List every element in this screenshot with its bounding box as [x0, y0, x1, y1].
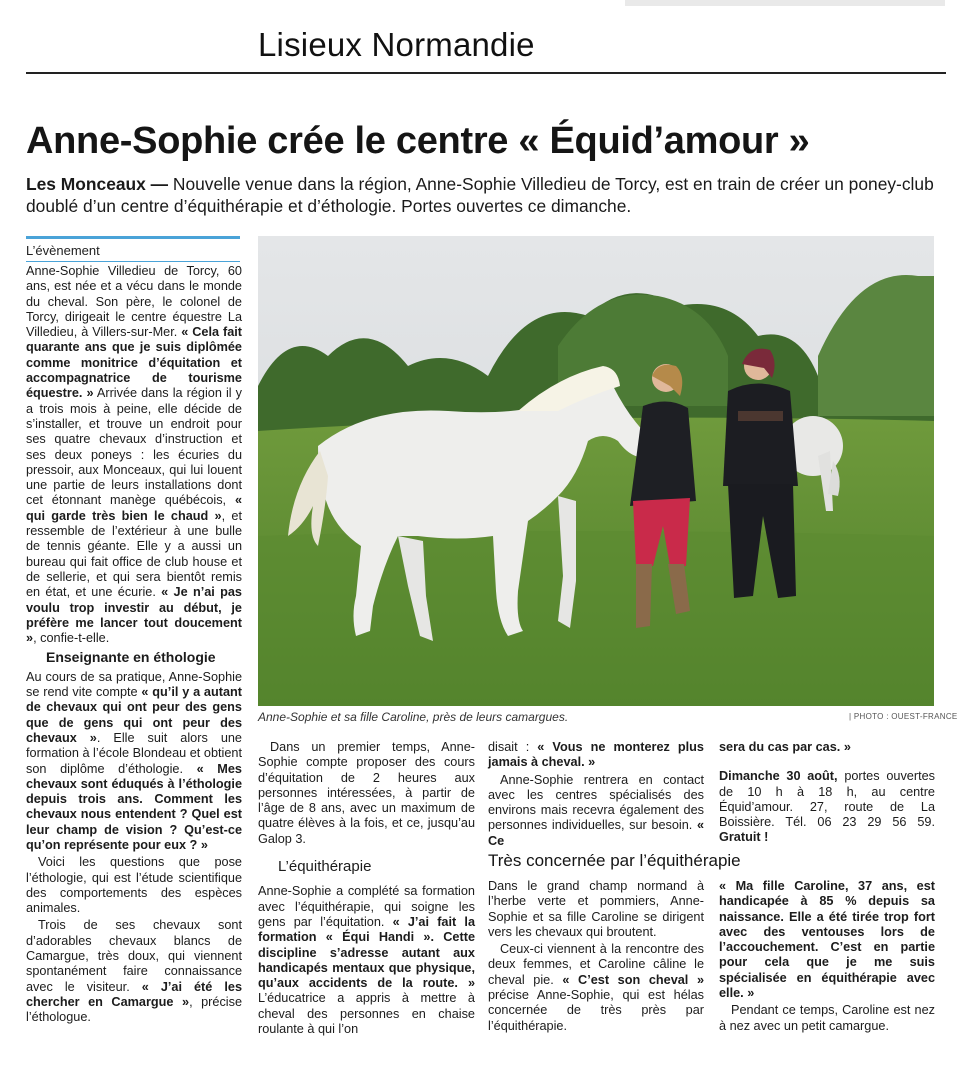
box-column-1 — [488, 879, 704, 1036]
event-date: Dimanche 30 août, — [719, 769, 838, 784]
paragraph: Voici les questions que pose l’éthologie, qui est l’étude scientifique des comportements des espèces animales. — [26, 855, 242, 916]
quote: sera du cas par cas. » — [719, 740, 851, 754]
box-title: Très concernée par l’équithérapie — [488, 851, 741, 870]
quote: « Mes chevaux sont éduqués à l’éthologie depuis trois ans. Comment les chevaux nous entendent ? Quel est leur champ de vision ? Qu’est-ce qu’on représente pour eux ? » — [26, 761, 242, 852]
quote: « Je n’ai pas voulu trop investir au début, je préfère me lancer tout doucement » — [26, 585, 242, 646]
paragraph — [488, 740, 704, 771]
text: , précise l’éthologue. — [26, 994, 243, 1025]
text: . Elle suit alors une formation à l’école Blondeau et obtient son diplôme d’éthologie. — [26, 730, 242, 776]
photo-credit: | PHOTO : OUEST-FRANCE — [849, 712, 958, 721]
column-3 — [488, 740, 704, 851]
quote: « J’ai fait la formation « Équi Handi ». Cette discipline s’adresse autant aux handicapés mentaux que physique, qu’aux accidents de la route. » — [258, 914, 475, 991]
paragraph — [719, 879, 935, 1001]
subheading-equitherapy: L’équithérapie — [278, 858, 372, 876]
column-2 — [258, 740, 475, 1039]
text: Anne-Sophie rentrera en contact avec les centres spécialisés des environs mais recevra également des personnes individuelles, sur besoin. — [488, 772, 704, 833]
free-entry: Gratuit ! — [719, 830, 769, 845]
quote: « qu’il y a autant de chevaux qui ont peur des gens que de gens qui ont peur des chevaux » — [26, 685, 242, 745]
text: Au cours de sa pratique, Anne-Sophie se rend vite compte — [26, 669, 242, 700]
quote: « J’ai été les chercher en Camargue » — [26, 979, 242, 1009]
paragraph — [26, 670, 242, 854]
article-headline: Anne-Sophie crée le centre « Équid’amour » — [26, 120, 810, 162]
quote: « Ce — [488, 818, 704, 848]
top-gray-bar — [625, 0, 945, 6]
text: Trois de ses chevaux sont d’adorables chevaux blancs de Camargue, très doux, qui viennent spontanément faire connaissance avec le visiteur. — [26, 918, 242, 994]
event-label: L’évènement — [26, 236, 240, 262]
text: L’éducatrice a appris à mettre à cheval des personnes en chaise roulante à qui l’on — [258, 991, 475, 1037]
lead-text: Nouvelle venue dans la région, Anne-Sophie Villedieu de Torcy, est en train de créer un poney-club doublé d’un centre d’équithérapie et d’éthologie. Portes ouvertes ce dimanche. — [26, 174, 934, 216]
column-1 — [26, 264, 242, 1028]
text: Ceux-ci viennent à la rencontre des deux femmes, et Caroline câline le cheval pie. — [488, 942, 704, 987]
column-4 — [719, 740, 935, 848]
box-column-2 — [719, 879, 935, 1036]
article-photo — [258, 236, 934, 706]
text: Anne-Sophie Villedieu de Torcy, 60 ans, est née et a vécu dans le monde du cheval. Son père, le colonel de Torcy, dirigeait le centre équestre La Villedieu, à Villers-sur-Mer. — [26, 264, 242, 340]
text: portes ouvertes de 10 h à 18 h, au centre Équid’amour. 27, route de La Boissière. Tél. 06 23 29 56 59. — [719, 769, 935, 830]
paragraph: Dans un premier temps, Anne-Sophie compte proposer des cours d’équitation de 2 heures aux personnes intéressées, à partir de l’âge de 8 ans, avec un maximum de quatre élèves à la fois, et ce, jusqu’au Galop 3. — [258, 740, 475, 846]
paragraph — [488, 942, 704, 1034]
text: , et ressemble de l’extérieur à une bulle de tennis géante. Elle y a aussi un bureau qui fait office de club house et de sellerie, et qui sera bientôt remis en état, et une écurie. — [26, 508, 242, 600]
subheading-ethology: Enseignante en éthologie — [46, 649, 216, 666]
paragraph — [719, 769, 935, 845]
paragraph: Dans le grand champ normand à l’herbe verte et pommiers, Anne-Sophie et sa fille Caroline se dirigent vers les chevaux qui broutent. — [488, 879, 704, 939]
quote: « Vous ne monterez plus jamais à cheval. » — [488, 740, 704, 770]
text: précise Anne-Sophie, qui est hélas concernée de très près par l’équithérapie. — [488, 988, 704, 1033]
paragraph — [26, 918, 242, 1025]
header-rule — [26, 72, 946, 74]
paragraph — [719, 740, 935, 755]
quote: « Cela fait quarante ans que je suis diplômée comme monitrice d’équitation et accompagnatrice de tourisme équestre. » — [26, 325, 242, 401]
paragraph: Pendant ce temps, Caroline est nez à nez avec un petit camargue. — [719, 1003, 935, 1033]
quote: « C’est son cheval » — [562, 972, 704, 987]
quote: « Ma fille Caroline, 37 ans, est handicapée à 85 % depuis sa naissance. Elle a été tirée trop fort avec des ventouses lors de l’accouchement. C’est en partie pour cela que je me suis spécialisée en équithérapie avec elle. » — [719, 879, 935, 1001]
text: Arrivée dans la région il y a trois mois à peine, elle décide de s’installer, et trouve un endroit pour ses quatre chevaux d’instruction et ses deux poneys : les écuries du pressoir, aux Monceaux, qui lui louent une partie de leurs installations dont cet étonnant manège québécois, — [26, 386, 242, 508]
section-title: Lisieux Normandie — [258, 26, 535, 63]
quote: « qui garde très bien le chaud » — [26, 493, 242, 523]
photo-caption: Anne-Sophie et sa fille Caroline, près de leurs camargues. — [258, 710, 569, 724]
paragraph — [26, 264, 242, 646]
paragraph — [258, 884, 475, 1037]
text: Anne-Sophie a complété sa formation avec l’équithérapie, qui soigne les gens par l’équitation. — [258, 884, 475, 929]
text: , confie-t-elle. — [33, 631, 110, 646]
text: disait : — [488, 740, 538, 754]
article-lead — [26, 173, 938, 217]
photo-illustration — [258, 236, 934, 706]
paragraph — [488, 773, 704, 849]
dateline: Les Monceaux — — [26, 174, 169, 194]
